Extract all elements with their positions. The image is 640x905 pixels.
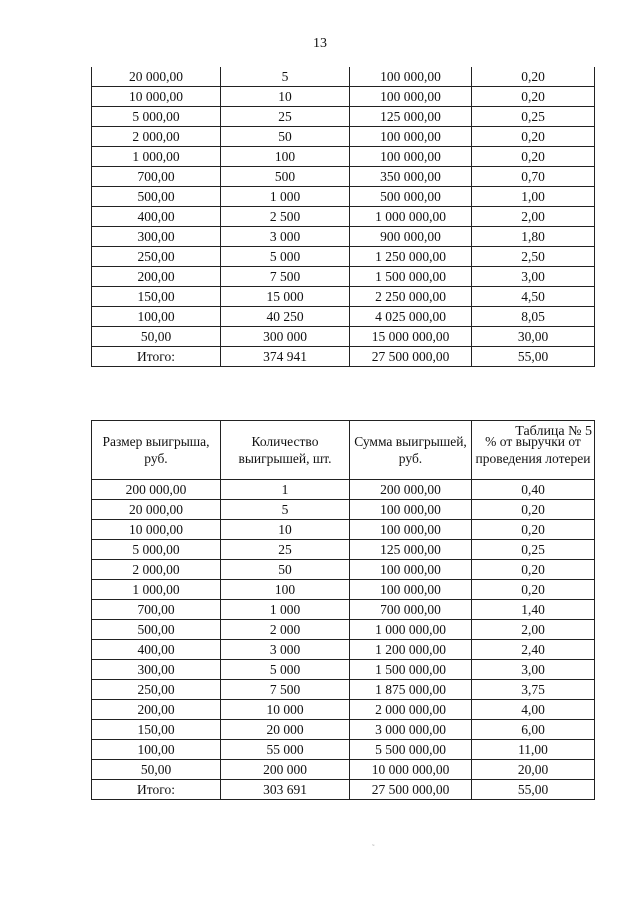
cell-prize-sum: 1 500 000,00 [350, 660, 472, 680]
cell-prize-count: 7 500 [221, 267, 350, 287]
cell-prize-count: 100 [221, 580, 350, 600]
cell-prize-size: 250,00 [92, 247, 221, 267]
table-row [92, 247, 595, 267]
cell-prize-size: 700,00 [92, 167, 221, 187]
cell-revenue-percent: 0,20 [472, 67, 595, 87]
cell-prize-count: 3 000 [221, 640, 350, 660]
cell-prize-sum: 900 000,00 [350, 227, 472, 247]
cell-prize-size: Итого: [92, 780, 221, 800]
cell-revenue-percent: 2,00 [472, 620, 595, 640]
cell-prize-sum: 10 000 000,00 [350, 760, 472, 780]
cell-prize-size: 200 000,00 [92, 480, 221, 500]
table-row [92, 680, 595, 700]
cell-prize-sum: 350 000,00 [350, 167, 472, 187]
table-row [92, 67, 595, 87]
cell-prize-count: 303 691 [221, 780, 350, 800]
cell-prize-sum: 1 000 000,00 [350, 207, 472, 227]
cell-prize-count: 50 [221, 560, 350, 580]
cell-revenue-percent: 0,20 [472, 580, 595, 600]
cell-prize-count: 25 [221, 540, 350, 560]
cell-prize-size: 400,00 [92, 207, 221, 227]
cell-prize-count: 1 [221, 480, 350, 500]
cell-prize-size: 1 000,00 [92, 580, 221, 600]
table-row [92, 720, 595, 740]
cell-revenue-percent: 1,00 [472, 187, 595, 207]
cell-prize-count: 25 [221, 107, 350, 127]
cell-prize-size: 400,00 [92, 640, 221, 660]
table-row [92, 87, 595, 107]
table-row [92, 227, 595, 247]
cell-prize-count: 20 000 [221, 720, 350, 740]
cell-prize-count: 40 250 [221, 307, 350, 327]
cell-prize-count: 55 000 [221, 740, 350, 760]
header-prize-size: Размер выигрыша, руб. [92, 421, 221, 480]
table-row [92, 187, 595, 207]
prize-table-5 [91, 420, 595, 800]
cell-prize-sum: 100 000,00 [350, 147, 472, 167]
cell-prize-size: 50,00 [92, 327, 221, 347]
cell-prize-sum: 100 000,00 [350, 580, 472, 600]
table-row [92, 700, 595, 720]
table-row [92, 347, 595, 367]
table-row [92, 560, 595, 580]
cell-prize-size: 150,00 [92, 287, 221, 307]
cell-prize-count: 500 [221, 167, 350, 187]
table-row [92, 480, 595, 500]
table-row [92, 107, 595, 127]
table-row [92, 520, 595, 540]
cell-prize-sum: 2 250 000,00 [350, 287, 472, 307]
cell-revenue-percent: 0,20 [472, 520, 595, 540]
prize-table-continued [91, 67, 595, 367]
table-row [92, 660, 595, 680]
table-row [92, 600, 595, 620]
cell-prize-sum: 1 250 000,00 [350, 247, 472, 267]
cell-prize-count: 50 [221, 127, 350, 147]
cell-prize-size: 2 000,00 [92, 560, 221, 580]
cell-prize-size: 5 000,00 [92, 540, 221, 560]
cell-prize-size: 250,00 [92, 680, 221, 700]
cell-prize-count: 5 [221, 67, 350, 87]
cell-revenue-percent: 1,80 [472, 227, 595, 247]
cell-revenue-percent: 0,25 [472, 107, 595, 127]
cell-prize-size: 20 000,00 [92, 67, 221, 87]
table-row [92, 640, 595, 660]
table-row [92, 620, 595, 640]
cell-revenue-percent: 2,40 [472, 640, 595, 660]
cell-revenue-percent: 20,00 [472, 760, 595, 780]
cell-revenue-percent: 0,20 [472, 560, 595, 580]
cell-prize-count: 300 000 [221, 327, 350, 347]
cell-prize-count: 2 500 [221, 207, 350, 227]
header-revenue-percent: % от выручки от проведения лотереи [472, 421, 595, 480]
table-row [92, 740, 595, 760]
cell-prize-sum: 100 000,00 [350, 560, 472, 580]
cell-revenue-percent: 0,20 [472, 147, 595, 167]
table-row [92, 760, 595, 780]
cell-prize-size: 50,00 [92, 760, 221, 780]
cell-prize-sum: 700 000,00 [350, 600, 472, 620]
cell-prize-size: 2 000,00 [92, 127, 221, 147]
cell-prize-count: 5 000 [221, 660, 350, 680]
cell-prize-count: 3 000 [221, 227, 350, 247]
cell-revenue-percent: 0,20 [472, 87, 595, 107]
cell-prize-size: 100,00 [92, 307, 221, 327]
cell-revenue-percent: 30,00 [472, 327, 595, 347]
cell-revenue-percent: 2,50 [472, 247, 595, 267]
cell-prize-sum: 100 000,00 [350, 520, 472, 540]
cell-prize-size: 10 000,00 [92, 87, 221, 107]
header-prize-sum: Сумма выигрышей, руб. [350, 421, 472, 480]
cell-revenue-percent: 0,20 [472, 127, 595, 147]
prize-table-continued-body [92, 67, 595, 367]
cell-revenue-percent: 11,00 [472, 740, 595, 760]
cell-prize-sum: 1 500 000,00 [350, 267, 472, 287]
table-row [92, 327, 595, 347]
table-row [92, 287, 595, 307]
cell-revenue-percent: 4,00 [472, 700, 595, 720]
cell-prize-sum: 1 200 000,00 [350, 640, 472, 660]
cell-revenue-percent: 3,00 [472, 267, 595, 287]
cell-revenue-percent: 0,25 [472, 540, 595, 560]
cell-prize-count: 1 000 [221, 187, 350, 207]
table-row [92, 147, 595, 167]
cell-prize-count: 7 500 [221, 680, 350, 700]
cell-prize-count: 5 [221, 500, 350, 520]
cell-revenue-percent: 4,50 [472, 287, 595, 307]
scan-speck: ˜ [372, 843, 375, 852]
cell-prize-sum: 100 000,00 [350, 87, 472, 107]
cell-revenue-percent: 8,05 [472, 307, 595, 327]
cell-prize-size: 150,00 [92, 720, 221, 740]
cell-revenue-percent: 1,40 [472, 600, 595, 620]
cell-prize-size: 500,00 [92, 187, 221, 207]
prize-table-5-body [92, 480, 595, 800]
cell-prize-sum: 100 000,00 [350, 127, 472, 147]
cell-prize-count: 15 000 [221, 287, 350, 307]
cell-prize-size: 200,00 [92, 700, 221, 720]
cell-prize-size: 10 000,00 [92, 520, 221, 540]
cell-prize-size: Итого: [92, 347, 221, 367]
cell-prize-size: 700,00 [92, 600, 221, 620]
cell-prize-size: 300,00 [92, 227, 221, 247]
cell-prize-sum: 125 000,00 [350, 107, 472, 127]
cell-prize-sum: 5 500 000,00 [350, 740, 472, 760]
cell-revenue-percent: 3,00 [472, 660, 595, 680]
cell-prize-sum: 1 000 000,00 [350, 620, 472, 640]
cell-prize-sum: 500 000,00 [350, 187, 472, 207]
table-row [92, 127, 595, 147]
cell-prize-size: 100,00 [92, 740, 221, 760]
cell-prize-sum: 2 000 000,00 [350, 700, 472, 720]
cell-prize-size: 200,00 [92, 267, 221, 287]
table-row [92, 167, 595, 187]
table-row [92, 780, 595, 800]
table-row [92, 307, 595, 327]
cell-prize-sum: 27 500 000,00 [350, 347, 472, 367]
cell-revenue-percent: 55,00 [472, 347, 595, 367]
cell-prize-sum: 100 000,00 [350, 67, 472, 87]
table-5-header-row [92, 421, 595, 480]
cell-prize-count: 2 000 [221, 620, 350, 640]
header-prize-count: Количество выигрышей, шт. [221, 421, 350, 480]
cell-prize-sum: 125 000,00 [350, 540, 472, 560]
cell-revenue-percent: 2,00 [472, 207, 595, 227]
table-row [92, 207, 595, 227]
cell-revenue-percent: 6,00 [472, 720, 595, 740]
cell-revenue-percent: 0,20 [472, 500, 595, 520]
table-row [92, 580, 595, 600]
cell-prize-sum: 15 000 000,00 [350, 327, 472, 347]
cell-prize-sum: 4 025 000,00 [350, 307, 472, 327]
cell-prize-count: 10 [221, 87, 350, 107]
cell-prize-size: 1 000,00 [92, 147, 221, 167]
cell-prize-sum: 27 500 000,00 [350, 780, 472, 800]
cell-prize-count: 1 000 [221, 600, 350, 620]
cell-prize-count: 374 941 [221, 347, 350, 367]
table-5-caption: Таблица № 5 [515, 424, 592, 439]
cell-prize-size: 300,00 [92, 660, 221, 680]
cell-prize-sum: 200 000,00 [350, 480, 472, 500]
cell-prize-size: 500,00 [92, 620, 221, 640]
table-row [92, 500, 595, 520]
cell-prize-count: 5 000 [221, 247, 350, 267]
cell-prize-sum: 1 875 000,00 [350, 680, 472, 700]
cell-prize-count: 10 000 [221, 700, 350, 720]
cell-prize-count: 10 [221, 520, 350, 540]
table-row [92, 540, 595, 560]
page-number: 13 [313, 36, 327, 51]
cell-revenue-percent: 0,70 [472, 167, 595, 187]
cell-prize-size: 20 000,00 [92, 500, 221, 520]
cell-revenue-percent: 55,00 [472, 780, 595, 800]
cell-prize-size: 5 000,00 [92, 107, 221, 127]
cell-prize-sum: 100 000,00 [350, 500, 472, 520]
cell-revenue-percent: 0,40 [472, 480, 595, 500]
table-row [92, 267, 595, 287]
cell-prize-count: 200 000 [221, 760, 350, 780]
cell-revenue-percent: 3,75 [472, 680, 595, 700]
cell-prize-sum: 3 000 000,00 [350, 720, 472, 740]
cell-prize-count: 100 [221, 147, 350, 167]
